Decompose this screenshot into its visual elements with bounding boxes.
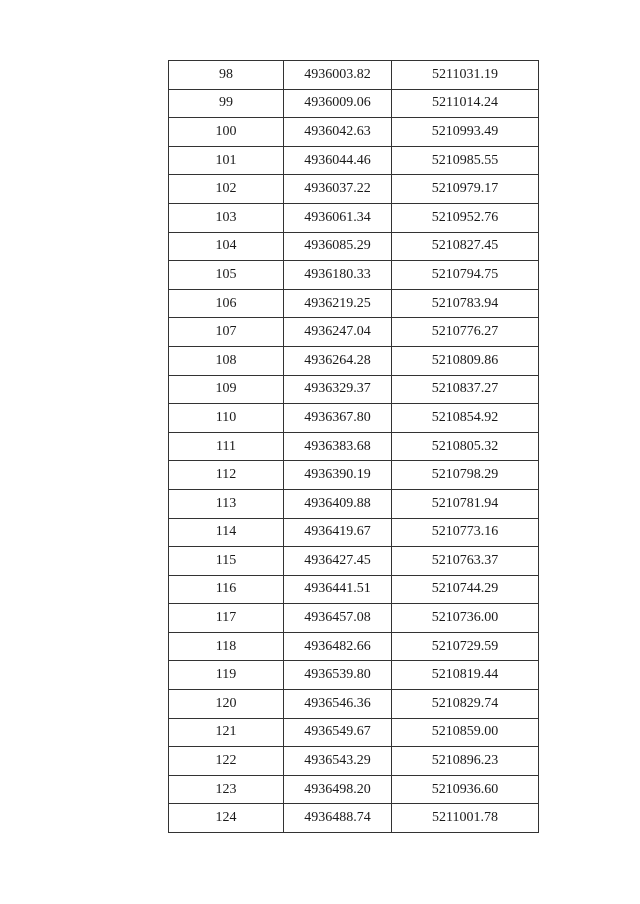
x-coordinate-cell: 4936546.36 — [284, 690, 392, 719]
x-coordinate-cell: 4936044.46 — [284, 146, 392, 175]
point-number-cell: 100 — [169, 118, 284, 147]
y-coordinate-cell: 5210896.23 — [392, 747, 539, 776]
table-row — [169, 547, 539, 576]
point-number-cell: 104 — [169, 232, 284, 261]
y-coordinate-cell: 5211014.24 — [392, 89, 539, 118]
table-row — [169, 804, 539, 833]
table-row — [169, 575, 539, 604]
y-coordinate-cell: 5210805.32 — [392, 432, 539, 461]
x-coordinate-cell: 4936003.82 — [284, 61, 392, 90]
table-row — [169, 632, 539, 661]
x-coordinate-cell: 4936247.04 — [284, 318, 392, 347]
y-coordinate-cell: 5210936.60 — [392, 775, 539, 804]
x-coordinate-cell: 4936037.22 — [284, 175, 392, 204]
point-number-cell: 110 — [169, 404, 284, 433]
point-number-cell: 109 — [169, 375, 284, 404]
y-coordinate-cell: 5210798.29 — [392, 461, 539, 490]
x-coordinate-cell: 4936498.20 — [284, 775, 392, 804]
y-coordinate-cell: 5210837.27 — [392, 375, 539, 404]
point-number-cell: 122 — [169, 747, 284, 776]
point-number-cell: 114 — [169, 518, 284, 547]
table-row — [169, 489, 539, 518]
point-number-cell: 99 — [169, 89, 284, 118]
x-coordinate-cell: 4936409.88 — [284, 489, 392, 518]
point-number-cell: 105 — [169, 261, 284, 290]
table-row — [169, 518, 539, 547]
y-coordinate-cell: 5211031.19 — [392, 61, 539, 90]
table-row — [169, 203, 539, 232]
point-number-cell: 118 — [169, 632, 284, 661]
point-number-cell: 101 — [169, 146, 284, 175]
x-coordinate-cell: 4936441.51 — [284, 575, 392, 604]
table-row — [169, 461, 539, 490]
x-coordinate-cell: 4936419.67 — [284, 518, 392, 547]
x-coordinate-cell: 4936427.45 — [284, 547, 392, 576]
y-coordinate-cell: 5210744.29 — [392, 575, 539, 604]
table-row — [169, 375, 539, 404]
table-row — [169, 775, 539, 804]
x-coordinate-cell: 4936549.67 — [284, 718, 392, 747]
x-coordinate-cell: 4936488.74 — [284, 804, 392, 833]
point-number-cell: 121 — [169, 718, 284, 747]
point-number-cell: 116 — [169, 575, 284, 604]
point-number-cell: 117 — [169, 604, 284, 633]
table-row — [169, 604, 539, 633]
table-row — [169, 747, 539, 776]
y-coordinate-cell: 5210993.49 — [392, 118, 539, 147]
table-row — [169, 289, 539, 318]
table-row — [169, 146, 539, 175]
point-number-cell: 113 — [169, 489, 284, 518]
x-coordinate-cell: 4936539.80 — [284, 661, 392, 690]
x-coordinate-cell: 4936264.28 — [284, 346, 392, 375]
point-number-cell: 102 — [169, 175, 284, 204]
point-number-cell: 107 — [169, 318, 284, 347]
table-row — [169, 175, 539, 204]
point-number-cell: 115 — [169, 547, 284, 576]
y-coordinate-cell: 5210783.94 — [392, 289, 539, 318]
x-coordinate-cell: 4936009.06 — [284, 89, 392, 118]
y-coordinate-cell: 5210827.45 — [392, 232, 539, 261]
y-coordinate-cell: 5211001.78 — [392, 804, 539, 833]
x-coordinate-cell: 4936329.37 — [284, 375, 392, 404]
point-number-cell: 103 — [169, 203, 284, 232]
x-coordinate-cell: 4936180.33 — [284, 261, 392, 290]
point-number-cell: 124 — [169, 804, 284, 833]
x-coordinate-cell: 4936219.25 — [284, 289, 392, 318]
table-row — [169, 118, 539, 147]
x-coordinate-cell: 4936457.08 — [284, 604, 392, 633]
y-coordinate-cell: 5210854.92 — [392, 404, 539, 433]
table-row — [169, 718, 539, 747]
table-row — [169, 232, 539, 261]
coordinates-table — [168, 60, 539, 833]
table-row — [169, 61, 539, 90]
point-number-cell: 106 — [169, 289, 284, 318]
y-coordinate-cell: 5210859.00 — [392, 718, 539, 747]
x-coordinate-cell: 4936482.66 — [284, 632, 392, 661]
coordinates-table-body — [169, 61, 539, 833]
x-coordinate-cell: 4936061.34 — [284, 203, 392, 232]
point-number-cell: 112 — [169, 461, 284, 490]
y-coordinate-cell: 5210979.17 — [392, 175, 539, 204]
point-number-cell: 119 — [169, 661, 284, 690]
x-coordinate-cell: 4936383.68 — [284, 432, 392, 461]
x-coordinate-cell: 4936042.63 — [284, 118, 392, 147]
y-coordinate-cell: 5210736.00 — [392, 604, 539, 633]
table-row — [169, 661, 539, 690]
y-coordinate-cell: 5210985.55 — [392, 146, 539, 175]
y-coordinate-cell: 5210763.37 — [392, 547, 539, 576]
y-coordinate-cell: 5210794.75 — [392, 261, 539, 290]
point-number-cell: 120 — [169, 690, 284, 719]
y-coordinate-cell: 5210829.74 — [392, 690, 539, 719]
x-coordinate-cell: 4936367.80 — [284, 404, 392, 433]
y-coordinate-cell: 5210781.94 — [392, 489, 539, 518]
y-coordinate-cell: 5210776.27 — [392, 318, 539, 347]
x-coordinate-cell: 4936543.29 — [284, 747, 392, 776]
y-coordinate-cell: 5210819.44 — [392, 661, 539, 690]
table-row — [169, 318, 539, 347]
point-number-cell: 108 — [169, 346, 284, 375]
table-row — [169, 261, 539, 290]
point-number-cell: 123 — [169, 775, 284, 804]
table-row — [169, 690, 539, 719]
table-row — [169, 432, 539, 461]
y-coordinate-cell: 5210773.16 — [392, 518, 539, 547]
point-number-cell: 111 — [169, 432, 284, 461]
y-coordinate-cell: 5210952.76 — [392, 203, 539, 232]
table-row — [169, 346, 539, 375]
table-row — [169, 404, 539, 433]
y-coordinate-cell: 5210809.86 — [392, 346, 539, 375]
x-coordinate-cell: 4936390.19 — [284, 461, 392, 490]
table-row — [169, 89, 539, 118]
x-coordinate-cell: 4936085.29 — [284, 232, 392, 261]
point-number-cell: 98 — [169, 61, 284, 90]
y-coordinate-cell: 5210729.59 — [392, 632, 539, 661]
